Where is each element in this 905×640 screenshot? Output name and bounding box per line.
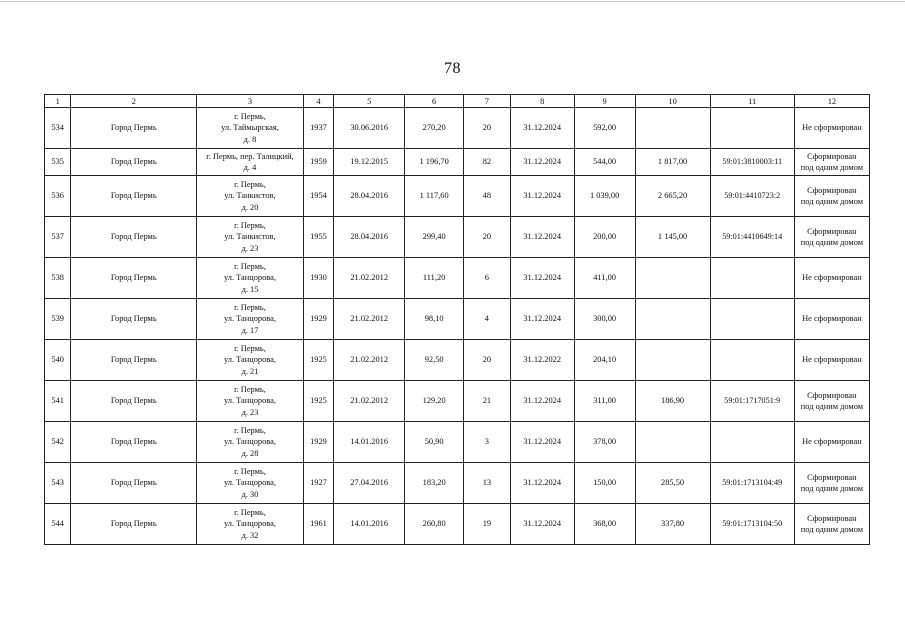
- land-status-cell: [794, 381, 869, 422]
- table-row: [45, 149, 870, 176]
- row-number: 539: [45, 299, 71, 340]
- municipality-cell: Город Пермь: [71, 149, 197, 176]
- address-line: д. 20: [241, 202, 259, 212]
- status-line: под одним домом: [800, 525, 864, 534]
- column-header: 10: [635, 95, 710, 108]
- row-number: 543: [45, 463, 71, 504]
- resettlement-deadline-cell: 31.12.2022: [510, 340, 574, 381]
- land-area-cell: 186,90: [635, 381, 710, 422]
- address-cell: [197, 217, 304, 258]
- status-line: Не сформирован: [802, 314, 862, 324]
- municipality-cell: Город Пермь: [71, 381, 197, 422]
- recognition-date-cell: 27.04.2016: [334, 463, 405, 504]
- recognition-date-cell: 21.02.2012: [334, 381, 405, 422]
- land-status-cell: [794, 176, 869, 217]
- cadastral-number-cell: 59:01:4410723:2: [710, 176, 794, 217]
- land-area-cell: 2 665,20: [635, 176, 710, 217]
- land-area-cell: [635, 108, 710, 149]
- recognition-date-cell: 21.02.2012: [334, 258, 405, 299]
- cadastral-number-cell: 59:01:1717051:9: [710, 381, 794, 422]
- land-area-cell: [635, 299, 710, 340]
- address-line: г. Пермь,: [234, 220, 266, 230]
- address-line: д. 21: [241, 366, 259, 376]
- year-built-cell: 1930: [303, 258, 333, 299]
- address-line: д. 4: [243, 163, 257, 172]
- living-area-cell: 98,10: [405, 299, 464, 340]
- recognition-date-cell: 14.01.2016: [334, 504, 405, 545]
- address-line: г. Пермь, пер. Талицкий,: [206, 151, 294, 161]
- table-row: [45, 217, 870, 258]
- area-cell: 311,00: [574, 381, 635, 422]
- area-cell: 204,10: [574, 340, 635, 381]
- column-header: 8: [510, 95, 574, 108]
- status-line: под одним домом: [800, 238, 864, 247]
- address-cell: [197, 381, 304, 422]
- recognition-date-cell: 21.02.2012: [334, 299, 405, 340]
- address-line: г. Пермь,: [234, 425, 266, 435]
- recognition-date-cell: 19.12.2015: [334, 149, 405, 176]
- address-cell: [197, 340, 304, 381]
- address-line: д. 32: [241, 530, 259, 540]
- area-cell: 150,00: [574, 463, 635, 504]
- living-area-cell: 111,20: [405, 258, 464, 299]
- living-area-cell: 1 196,70: [405, 149, 464, 176]
- residents-cell: 6: [464, 258, 511, 299]
- area-cell: 1 039,00: [574, 176, 635, 217]
- address-line: ул. Танцорова,: [223, 355, 276, 365]
- recognition-date-cell: 30.06.2016: [334, 108, 405, 149]
- year-built-cell: 1929: [303, 422, 333, 463]
- column-header: 12: [794, 95, 869, 108]
- column-header: 6: [405, 95, 464, 108]
- status-line: Сформирован: [807, 472, 857, 482]
- land-status-cell: [794, 463, 869, 504]
- living-area-cell: 270,20: [405, 108, 464, 149]
- living-area-cell: 183,20: [405, 463, 464, 504]
- recognition-date-cell: 28.04.2016: [334, 217, 405, 258]
- resettlement-deadline-cell: 31.12.2024: [510, 381, 574, 422]
- address-line: ул. Танкистов,: [224, 191, 276, 201]
- address-line: г. Пермь,: [234, 343, 266, 353]
- municipality-cell: Город Пермь: [71, 299, 197, 340]
- row-number: 536: [45, 176, 71, 217]
- year-built-cell: 1955: [303, 217, 333, 258]
- address-cell: [197, 504, 304, 545]
- resettlement-deadline-cell: 31.12.2024: [510, 463, 574, 504]
- address-cell: [197, 299, 304, 340]
- address-line: д. 30: [241, 489, 259, 499]
- status-line: Не сформирован: [802, 273, 862, 283]
- land-status-cell: [794, 149, 869, 176]
- status-line: Сформирован: [807, 151, 857, 161]
- year-built-cell: 1959: [303, 149, 333, 176]
- residents-cell: 20: [464, 217, 511, 258]
- row-number: 544: [45, 504, 71, 545]
- municipality-cell: Город Пермь: [71, 176, 197, 217]
- living-area-cell: 129,20: [405, 381, 464, 422]
- living-area-cell: 1 117,60: [405, 176, 464, 217]
- row-number: 535: [45, 149, 71, 176]
- status-line: под одним домом: [800, 484, 864, 493]
- area-cell: 544,00: [574, 149, 635, 176]
- land-area-cell: 1 817,00: [635, 149, 710, 176]
- column-header: 9: [574, 95, 635, 108]
- column-number-header-row: [45, 95, 870, 108]
- living-area-cell: 92,50: [405, 340, 464, 381]
- table-row: [45, 463, 870, 504]
- municipality-cell: Город Пермь: [71, 108, 197, 149]
- municipality-cell: Город Пермь: [71, 217, 197, 258]
- status-line: Сформирован: [807, 185, 857, 195]
- resettlement-deadline-cell: 31.12.2024: [510, 258, 574, 299]
- municipality-cell: Город Пермь: [71, 463, 197, 504]
- table-row: [45, 299, 870, 340]
- area-cell: 300,00: [574, 299, 635, 340]
- residents-cell: 20: [464, 108, 511, 149]
- cadastral-number-cell: [710, 258, 794, 299]
- address-line: ул. Таймырская,: [221, 123, 279, 133]
- residents-cell: 4: [464, 299, 511, 340]
- land-area-cell: [635, 340, 710, 381]
- page-number: 78: [444, 60, 461, 77]
- column-header: 1: [45, 95, 71, 108]
- address-cell: [197, 463, 304, 504]
- recognition-date-cell: 28.04.2016: [334, 176, 405, 217]
- column-header: 5: [334, 95, 405, 108]
- address-cell: [197, 176, 304, 217]
- area-cell: 200,00: [574, 217, 635, 258]
- status-line: под одним домом: [800, 402, 864, 411]
- address-line: д. 8: [243, 134, 257, 144]
- table-row: [45, 422, 870, 463]
- resettlement-deadline-cell: 31.12.2024: [510, 504, 574, 545]
- cadastral-number-cell: [710, 422, 794, 463]
- land-area-cell: 285,50: [635, 463, 710, 504]
- address-line: г. Пермь,: [234, 466, 266, 476]
- cadastral-number-cell: [710, 340, 794, 381]
- land-status-cell: [794, 108, 869, 149]
- address-line: ул. Танцорова,: [223, 314, 276, 324]
- address-line: ул. Танцорова,: [223, 273, 276, 283]
- resettlement-deadline-cell: 31.12.2024: [510, 176, 574, 217]
- status-line: под одним домом: [800, 197, 864, 206]
- address-line: д. 17: [241, 325, 259, 335]
- municipality-cell: Город Пермь: [71, 504, 197, 545]
- municipality-cell: Город Пермь: [71, 340, 197, 381]
- address-line: ул. Танцорова,: [223, 519, 276, 529]
- residents-cell: 48: [464, 176, 511, 217]
- living-area-cell: 260,80: [405, 504, 464, 545]
- year-built-cell: 1927: [303, 463, 333, 504]
- column-header: 11: [710, 95, 794, 108]
- cadastral-number-cell: 59:01:3810003:11: [710, 149, 794, 176]
- column-header: 2: [71, 95, 197, 108]
- address-line: г. Пермь,: [234, 111, 266, 121]
- area-cell: 368,00: [574, 504, 635, 545]
- address-line: д. 23: [241, 243, 259, 253]
- living-area-cell: 50,90: [405, 422, 464, 463]
- table-body: [45, 108, 870, 545]
- row-number: 537: [45, 217, 71, 258]
- residents-cell: 13: [464, 463, 511, 504]
- residents-cell: 21: [464, 381, 511, 422]
- cadastral-number-cell: 59:01:1713104:49: [710, 463, 794, 504]
- column-header: 4: [303, 95, 333, 108]
- row-number: 542: [45, 422, 71, 463]
- recognition-date-cell: 21.02.2012: [334, 340, 405, 381]
- cadastral-number-cell: 59:01:4410649:14: [710, 217, 794, 258]
- land-status-cell: [794, 258, 869, 299]
- recognition-date-cell: 14.01.2016: [334, 422, 405, 463]
- resettlement-deadline-cell: 31.12.2024: [510, 108, 574, 149]
- year-built-cell: 1954: [303, 176, 333, 217]
- cadastral-number-cell: [710, 299, 794, 340]
- land-status-cell: [794, 340, 869, 381]
- status-line: Сформирован: [807, 513, 857, 523]
- year-built-cell: 1929: [303, 299, 333, 340]
- column-header: 3: [197, 95, 304, 108]
- land-area-cell: 337,80: [635, 504, 710, 545]
- table-row: [45, 340, 870, 381]
- area-cell: 411,00: [574, 258, 635, 299]
- table-row: [45, 258, 870, 299]
- residents-cell: 20: [464, 340, 511, 381]
- address-line: г. Пермь,: [234, 384, 266, 394]
- housing-registry-table: [44, 94, 870, 545]
- land-area-cell: 1 145,00: [635, 217, 710, 258]
- status-line: Сформирован: [807, 226, 857, 236]
- row-number: 541: [45, 381, 71, 422]
- row-number: 540: [45, 340, 71, 381]
- address-line: д. 15: [241, 284, 259, 294]
- living-area-cell: 299,40: [405, 217, 464, 258]
- residents-cell: 19: [464, 504, 511, 545]
- row-number: 534: [45, 108, 71, 149]
- address-cell: [197, 258, 304, 299]
- cadastral-number-cell: 59:01:1713104:50: [710, 504, 794, 545]
- address-line: ул. Танкистов,: [224, 232, 276, 242]
- address-line: г. Пермь,: [234, 179, 266, 189]
- area-cell: 378,00: [574, 422, 635, 463]
- address-line: д. 28: [241, 448, 259, 458]
- municipality-cell: Город Пермь: [71, 422, 197, 463]
- column-header: 7: [464, 95, 511, 108]
- scan-top-edge: [0, 1, 905, 2]
- address-line: ул. Танцорова,: [223, 478, 276, 488]
- year-built-cell: 1925: [303, 340, 333, 381]
- resettlement-deadline-cell: 31.12.2024: [510, 217, 574, 258]
- table-row: [45, 381, 870, 422]
- land-status-cell: [794, 422, 869, 463]
- address-line: г. Пермь,: [234, 302, 266, 312]
- year-built-cell: 1925: [303, 381, 333, 422]
- land-status-cell: [794, 299, 869, 340]
- resettlement-deadline-cell: 31.12.2024: [510, 299, 574, 340]
- address-line: д. 23: [241, 407, 259, 417]
- address-line: г. Пермь,: [234, 507, 266, 517]
- address-line: г. Пермь,: [234, 261, 266, 271]
- table-row: [45, 108, 870, 149]
- cadastral-number-cell: [710, 108, 794, 149]
- resettlement-deadline-cell: 31.12.2024: [510, 422, 574, 463]
- land-status-cell: [794, 504, 869, 545]
- address-cell: [197, 149, 304, 176]
- status-line: Не сформирован: [802, 355, 862, 365]
- land-area-cell: [635, 422, 710, 463]
- residents-cell: 3: [464, 422, 511, 463]
- table-row: [45, 504, 870, 545]
- status-line: Сформирован: [807, 390, 857, 400]
- address-cell: [197, 422, 304, 463]
- year-built-cell: 1961: [303, 504, 333, 545]
- land-area-cell: [635, 258, 710, 299]
- residents-cell: 82: [464, 149, 511, 176]
- address-line: ул. Танцорова,: [223, 396, 276, 406]
- table-row: [45, 176, 870, 217]
- row-number: 538: [45, 258, 71, 299]
- status-line: Не сформирован: [802, 123, 862, 133]
- year-built-cell: 1937: [303, 108, 333, 149]
- status-line: Не сформирован: [802, 437, 862, 447]
- address-cell: [197, 108, 304, 149]
- status-line: под одним домом: [800, 163, 864, 172]
- area-cell: 592,00: [574, 108, 635, 149]
- address-line: ул. Танцорова,: [223, 437, 276, 447]
- land-status-cell: [794, 217, 869, 258]
- resettlement-deadline-cell: 31.12.2024: [510, 149, 574, 176]
- municipality-cell: Город Пермь: [71, 258, 197, 299]
